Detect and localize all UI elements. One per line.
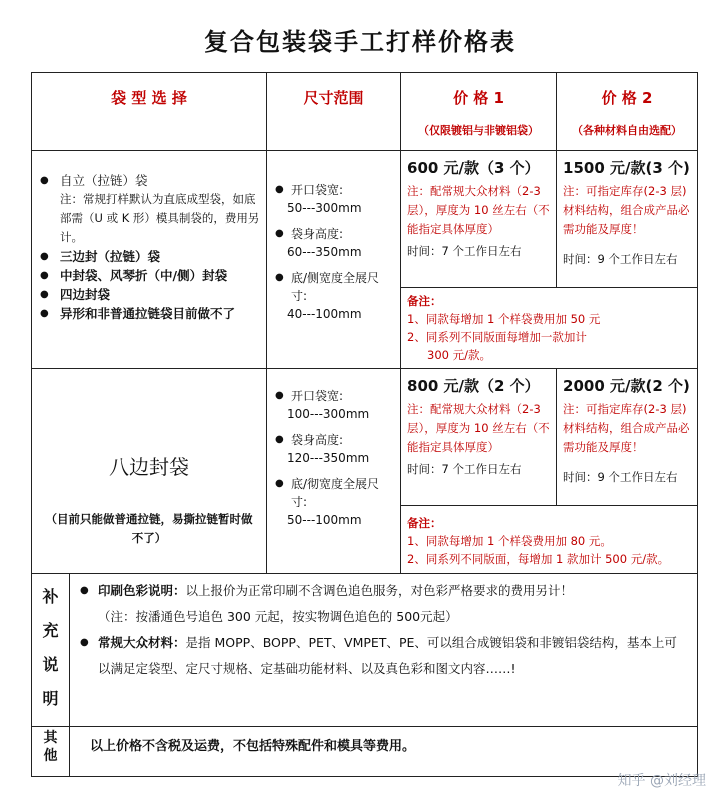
price-time: 时间：7 个工作日左右 [407,244,522,258]
supplement-side-label [32,574,70,727]
header-price2-sub: （各种材料自由选配） [572,124,683,137]
remarks-line: 1、同款每增加 1 个样袋费用加 50 元 [407,312,601,326]
supplement-item [98,630,689,682]
price-value: 600 元/款（3 个） [407,159,540,177]
header-price1-sub: （仅限镀铝与非镀铝袋） [418,124,540,137]
price-time: 时间：9 个工作日左右 [563,252,678,266]
header-size-label: 尺寸范围 [303,89,364,107]
row2-sizes [267,369,401,574]
type-item: ● 三边封（拉链）袋 [38,247,262,266]
type-note: 注：常规打样默认为直底成型袋，如底部需（U 或 K 形）模具制袋的，费用另计。 [60,192,260,244]
row2-types [32,369,267,574]
header-row [32,73,698,151]
header-type [32,73,267,151]
remarks-line: 2、同系列不同版面，每增加 1 款加计 500 元/款。 [407,552,670,566]
watermark: 知乎 @刘经理 [617,773,706,789]
size-bottom-value: 50---100mm [287,513,362,527]
remarks-line: 2、同系列不同版面每增加一款加计 [407,330,587,344]
type-item: ● 异形和非普通拉链袋目前做不了 [38,304,262,323]
header-price1 [401,73,557,151]
header-type-label: 袋 型 选 择 [111,89,187,107]
supplement-content [70,574,698,727]
price-note: 注：可指定库存(2-3 层)材料结构，组合成产品必需功能及厚度！ [563,402,690,454]
type-item: ● 四边封袋 [38,285,262,304]
price-value: 1500 元/款(3 个) [563,159,690,177]
row2-remarks [401,506,698,574]
size-open-value: 100---300mm [287,407,370,421]
supplement-row [32,574,698,727]
price-note: 注：可指定库存(2-3 层)材料结构，组合成产品必需功能及厚度！ [563,184,690,236]
remarks-line: 1、同款每增加 1 个样袋费用加 80 元。 [407,534,612,548]
row1-price1 [401,151,557,288]
row1 [32,151,698,288]
price-note: 注：配常规大众材料（2-3 层），厚度为 10 丝左右（不能指定具体厚度） [407,402,550,454]
other-side-label [32,727,70,777]
row1-sizes [267,151,401,369]
size-open-label: ● 开口袋宽: [271,387,394,405]
price-note: 注：配常规大众材料（2-3 层），厚度为 10 丝左右（不能指定具体厚度） [407,184,550,236]
price-value: 2000 元/款(2 个) [563,377,690,395]
header-size [267,73,401,151]
size-bottom-label: ● 底/彻宽度全展尺寸: [271,475,394,511]
remarks-label: 备注： [407,516,442,530]
type-note: （目前只能做普通拉链，易撕拉链暂时做不了） [45,512,253,545]
size-bottom-label: ● 底/侧宽度全展尺寸: [271,269,394,305]
header-price2 [557,73,698,151]
remarks-label: 备注： [407,294,442,308]
other-side-text: 其他 [43,730,58,764]
row2-price2 [557,369,698,506]
supplement-item [98,578,689,604]
other-row [32,727,698,777]
size-height-label: ● 袋身高度: [271,225,394,243]
supplement-note: （注：按潘通色号追色 300 元起，按实物调色追色的 500元起） [98,609,458,624]
price-table [31,72,698,777]
size-height-value: 60---350mm [287,245,362,259]
row2 [32,369,698,506]
price-time: 时间：7 个工作日左右 [407,462,522,476]
size-height-value: 120---350mm [287,451,370,465]
header-price2-label: 价 格 2 [601,89,653,107]
row1-remarks [401,288,698,369]
header-price1-label: 价 格 1 [453,89,504,107]
size-height-label: ● 袋身高度: [271,431,394,449]
row2-price1 [401,369,557,506]
type-item: ● 自立（拉链）袋 [38,171,262,190]
price-time: 时间：9 个工作日左右 [563,470,678,484]
remarks-line: 300 元/款。 [427,348,491,362]
supplement-item-title: 印刷色彩说明： [98,583,186,598]
price-value: 800 元/款（2 个） [407,377,540,395]
size-open-label: ● 开口袋宽: [271,181,394,199]
page-title: 复合包装袋手工打样价格表 [204,27,516,56]
other-text: 以上价格不含税及运费，不包括特殊配件和模具等费用。 [70,727,698,777]
row1-price2 [557,151,698,288]
supplement-side-text: 补充说明 [42,587,59,708]
size-bottom-value: 40---100mm [287,307,362,321]
supplement-item-title: 常规大众材料： [98,635,186,650]
type-item: ● 中封袋、风琴折（中/侧）封袋 [38,266,262,285]
size-open-value: 50---300mm [287,201,362,215]
supplement-item-text: 以上报价为正常印刷不含调色追色服务，对色彩严格要求的费用另计！ [185,583,574,598]
supplement-item-text: 是指 MOPP、BOPP、PET、VMPET、PE、可以组合成镀铝袋和非镀铝袋结构，基本上可以满足定袋型、定尺寸规格、定基础功能材料、以及真色彩和图文内容……! [98,635,677,676]
type-label: 八边封袋 [109,455,189,479]
row1-types [32,151,267,369]
